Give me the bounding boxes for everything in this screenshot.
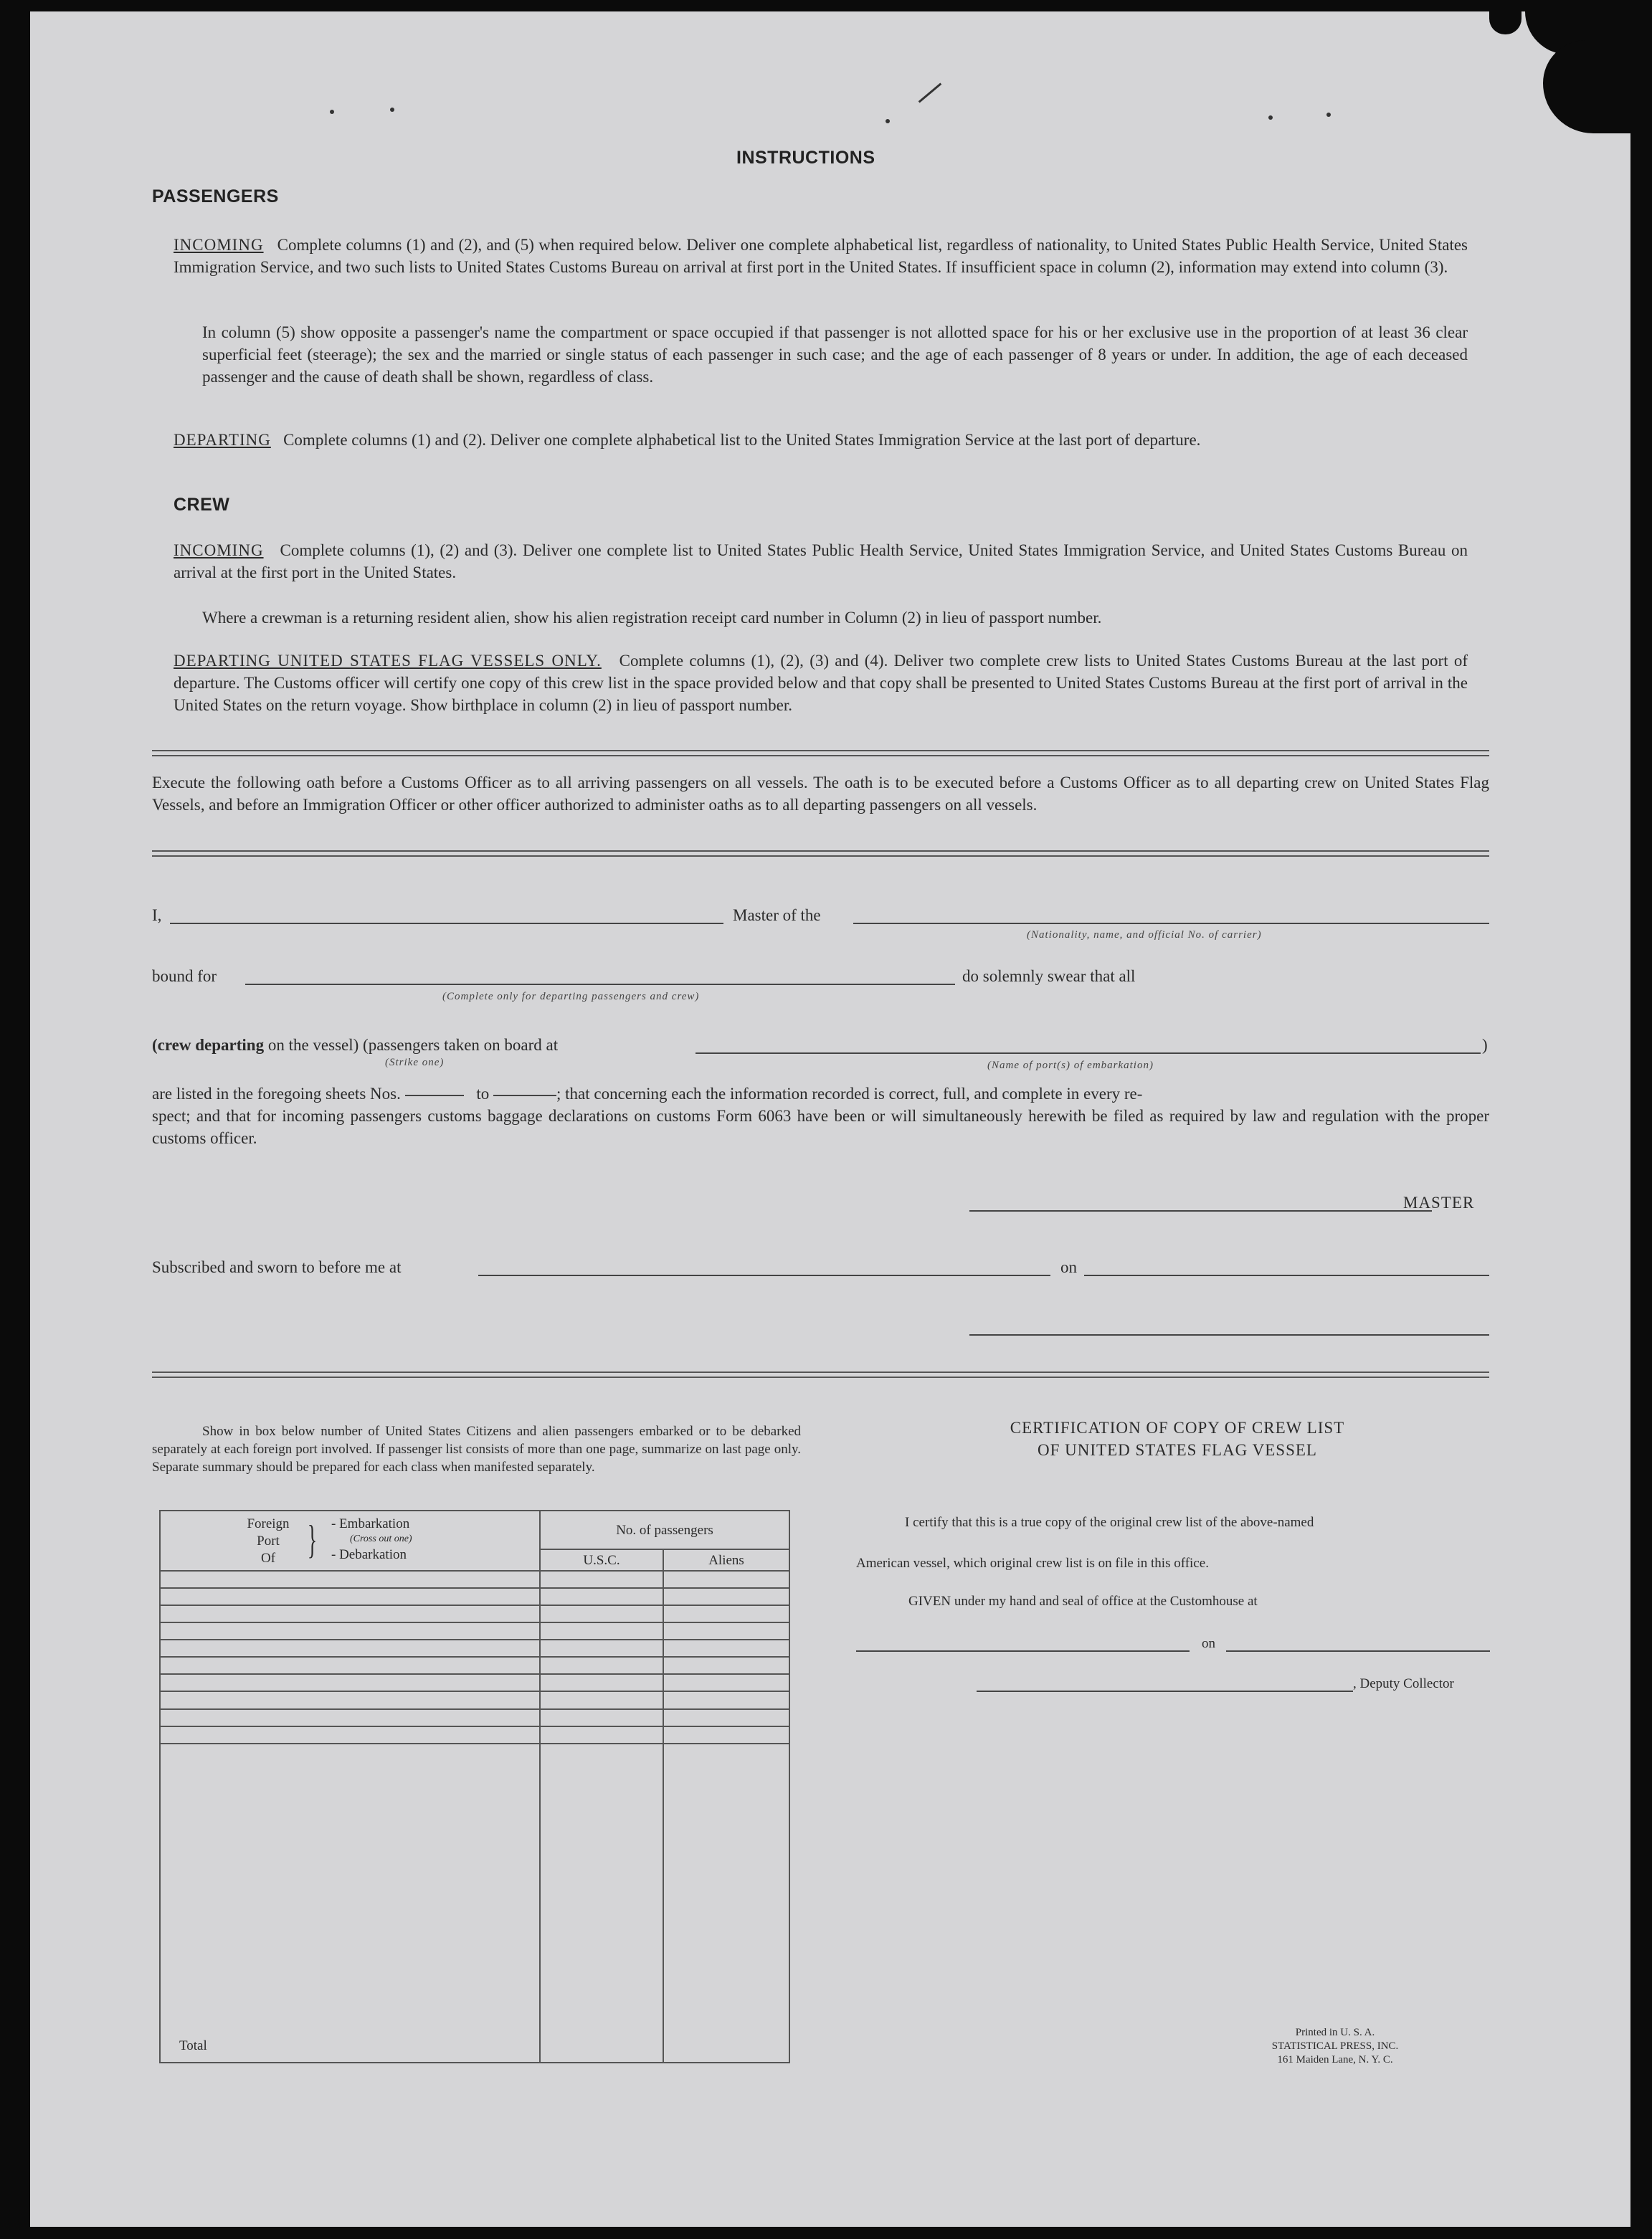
bound-caption: (Complete only for departing passengers and crew) xyxy=(442,991,700,1002)
crew-incoming-label: INCOMING xyxy=(174,541,264,559)
certification-on: on xyxy=(1202,1636,1215,1651)
carrier-caption: (Nationality, name, and official No. of carrier) xyxy=(1027,929,1262,941)
col-of: Of xyxy=(260,1551,276,1566)
col-usc: U.S.C. xyxy=(540,1549,663,1571)
subscribed-on-label: on xyxy=(1060,1258,1077,1276)
certification-given: GIVEN under my hand and seal of office at the Customhouse at xyxy=(908,1594,1258,1609)
crew-heading: CREW xyxy=(174,495,230,515)
col-cross-out: (Cross out one) xyxy=(350,1534,412,1544)
deputy-signature-field[interactable] xyxy=(977,1691,1353,1692)
speck xyxy=(330,110,334,114)
listed-line xyxy=(152,1083,1489,1105)
strike-line xyxy=(152,1034,558,1056)
certification-title-line2: OF UNITED STATES FLAG VESSEL xyxy=(1038,1441,1317,1459)
oath-i-label: I, xyxy=(152,906,162,924)
table-row xyxy=(160,1622,789,1640)
listed-a: are listed in the foregoing sheets Nos. xyxy=(152,1085,401,1103)
total-row xyxy=(160,1744,789,2063)
ports-field[interactable] xyxy=(696,1052,1481,1054)
form-sheet xyxy=(30,11,1630,2227)
passengers-departing-paragraph xyxy=(174,429,1468,451)
certification-title-line1: CERTIFICATION OF COPY OF CREW LIST xyxy=(1010,1419,1345,1437)
listed-c: spect; and that for incoming passengers customs baggage declarations on customs Form 6063 have been or will simultaneously herewith be filed as required by law and regulation with the proper customs officer. xyxy=(152,1107,1489,1147)
divider xyxy=(152,1372,1489,1378)
passengers-heading: PASSENGERS xyxy=(152,186,279,206)
sheet-to-field[interactable] xyxy=(493,1095,556,1096)
table-row xyxy=(160,1605,789,1622)
certification-text-line1: I certify that this is a true copy of the original crew list of the above-named xyxy=(905,1515,1314,1530)
certification-text-line2: American vessel, which original crew list is on file in this office. xyxy=(856,1556,1209,1571)
speck xyxy=(390,108,394,112)
col-passengers: No. of passengers xyxy=(540,1511,789,1549)
ports-caption: (Name of port(s) of embarkation) xyxy=(987,1060,1154,1071)
sheet-from-field[interactable] xyxy=(405,1095,464,1096)
divider xyxy=(152,850,1489,857)
oath-intro: Execute the following oath before a Customs Officer as to all arriving passengers on all vessels. The oath is to be executed before a Customs Officer as to all departing crew on United States Flag Vessels, and before an Immigration Officer or other officer authorized to administer oaths as to all departing passengers on all vessels. xyxy=(152,774,1489,814)
crew-departing-option[interactable]: (crew departing xyxy=(152,1036,265,1054)
swear-text: do solemnly swear that all xyxy=(962,967,1136,985)
col-debarkation: - Debarkation xyxy=(331,1547,407,1562)
on-vessel-text: on the vessel) xyxy=(267,1036,359,1054)
bound-for-field[interactable] xyxy=(245,984,955,985)
crew-incoming-paragraph xyxy=(174,539,1468,584)
edge-nick xyxy=(1489,11,1522,34)
col-foreign: Foreign xyxy=(247,1516,290,1531)
summary-instructions: Show in box below number of United States Citizens and alien passengers embarked or to be debarked separately at each foreign port involved. If passenger list consists of more than one page, summarize on last page only. Separate summary should be prepared for each class when manifested separately. xyxy=(152,1424,801,1475)
printer-line2: STATISTICAL PRESS, INC. xyxy=(1271,2040,1399,2052)
table-row xyxy=(160,1571,789,1588)
table-row xyxy=(160,1588,789,1605)
passengers-incoming-paragraph xyxy=(174,234,1468,278)
column5-paragraph: In column (5) show opposite a passenger's name the compartment or space occupied if that passenger is not allotted space for his or her exclusive use in the proportion of at least 36 clear superficial feet (steerage); the sex and the married or single status of each passenger in such case; and the age of each passenger of 8 years or under. In addition, the age of each deceased passenger and the cause of death shall be shown, regardless of class. xyxy=(202,323,1468,386)
crew-incoming-text: Complete columns (1), (2) and (3). Deliver one complete list to United States Public Health Service, United States Immigration Service, and United States Customs Bureau on arrival at the first port in the United States. xyxy=(174,541,1468,581)
table-row xyxy=(160,1709,789,1726)
table-row xyxy=(160,1726,789,1744)
deputy-collector-label: , Deputy Collector xyxy=(1353,1676,1454,1691)
subscribed-label: Subscribed and sworn to before me at xyxy=(152,1258,402,1276)
master-label: MASTER xyxy=(1403,1194,1475,1212)
listed-to: to xyxy=(476,1085,490,1103)
total-label: Total xyxy=(160,1744,540,2063)
officer-signature-field[interactable] xyxy=(969,1334,1489,1336)
master-signature-field[interactable] xyxy=(969,1210,1432,1212)
printer-line1: Printed in U. S. A. xyxy=(1295,2027,1375,2038)
departing-label: DEPARTING xyxy=(174,431,271,449)
speck xyxy=(1326,113,1331,117)
pen-mark xyxy=(918,82,942,103)
crew-departing-text: Complete columns (1), (2), (3) and (4). Deliver two complete crew lists to United States Customs Bureau at the last port of departure. The Customs officer will certify one copy of this crew list in the space provided below and that copy shall be presented to United States Customs Bureau at the first port of arrival in the United States on the return voyage. Show birthplace in column (2) in lieu of passport number. xyxy=(174,652,1468,714)
customhouse-field[interactable] xyxy=(856,1650,1190,1652)
incoming-label: INCOMING xyxy=(174,236,264,254)
incoming-text: Complete columns (1) and (2), and (5) when required below. Deliver one complete alphabetical list, regardless of nationality, to United States Public Health Service, United States Immigration Service, and two such lists to United States Customs Bureau on arrival at first port in the United States. If insufficient space in column (2), information may extend into column (3). xyxy=(174,236,1468,276)
instructions-title: INSTRUCTIONS xyxy=(736,148,875,168)
passengers-taken-option[interactable]: (passengers taken on board at xyxy=(363,1036,559,1054)
divider xyxy=(152,750,1489,756)
ports-close-paren: ) xyxy=(1482,1036,1488,1054)
printer-imprint xyxy=(1263,2026,1407,2067)
master-of-the-label: Master of the xyxy=(733,906,821,924)
carrier-field[interactable] xyxy=(853,923,1489,924)
crew-resident-paragraph: Where a crewman is a returning resident alien, show his alien registration receipt card number in Column (2) in lieu of passport number. xyxy=(202,609,1102,627)
master-name-field[interactable] xyxy=(170,923,723,924)
speck xyxy=(886,119,890,123)
crew-departing-label: DEPARTING UNITED STATES FLAG VESSELS ONLY. xyxy=(174,652,602,670)
col-embarkation: - Embarkation xyxy=(331,1516,410,1531)
torn-corner-lower xyxy=(1543,40,1630,133)
table-row xyxy=(160,1640,789,1657)
port-header xyxy=(160,1511,540,1571)
table-row xyxy=(160,1674,789,1691)
printer-line3: 161 Maiden Lane, N. Y. C. xyxy=(1277,2054,1393,2066)
listed-b: ; that concerning each the information recorded is correct, full, and complete in every re- xyxy=(556,1085,1143,1103)
passenger-summary-table xyxy=(159,1510,790,2063)
col-aliens: Aliens xyxy=(663,1549,789,1571)
col-port: Port xyxy=(257,1534,280,1549)
speck xyxy=(1268,115,1273,120)
table-row xyxy=(160,1657,789,1674)
bound-for-label: bound for xyxy=(152,967,217,985)
certification-title xyxy=(862,1417,1493,1461)
crew-departing-paragraph xyxy=(174,650,1468,716)
certification-date-field[interactable] xyxy=(1226,1650,1490,1652)
strike-one-caption: (Strike one) xyxy=(385,1057,445,1068)
subscribed-date-field[interactable] xyxy=(1084,1275,1489,1276)
brace-icon: } xyxy=(307,1518,318,1562)
departing-text: Complete columns (1) and (2). Deliver one complete alphabetical list to the United States Immigration Service at the last port of departure. xyxy=(283,431,1201,449)
table-row xyxy=(160,1691,789,1708)
subscribed-place-field[interactable] xyxy=(478,1275,1050,1276)
